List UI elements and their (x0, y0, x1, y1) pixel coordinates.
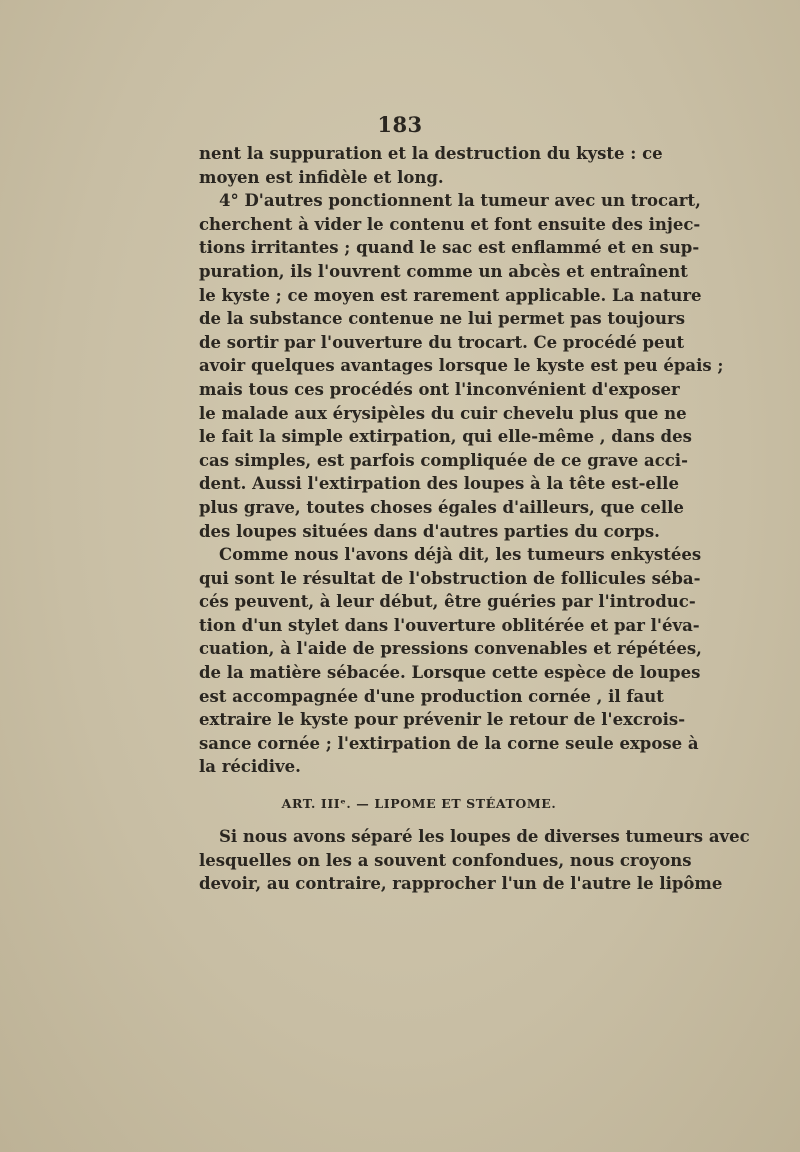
paragraph (199, 825, 750, 896)
text-line: extraire le kyste pour prévenir le retour de l'excrois- (199, 710, 686, 730)
text-line: le kyste ; ce moyen est rarement applicable. La nature (199, 285, 702, 305)
text-line: cés peuvent, à leur début, être guéries par l'introduc- (199, 592, 696, 612)
text-line: nent la suppuration et la destruction du kyste : ce (199, 144, 663, 163)
text-line: cuation, à l'aide de pressions convenables et répétées, (199, 639, 702, 659)
text-line: la récidive. (199, 757, 301, 777)
text-line: dent. Aussi l'extirpation des loupes à la tête est-elle (199, 474, 679, 494)
text-line: devoir, au contraire, rapprocher l'un de l'autre le lipôme (199, 874, 723, 894)
page-body (199, 142, 750, 896)
paragraph (199, 142, 663, 189)
text-line: de la matière sébacée. Lorsque cette espèce de loupes (199, 663, 701, 683)
text-line: le fait la simple extirpation, qui elle-même , dans des (199, 427, 692, 447)
text-line: tion d'un stylet dans l'ouverture oblitérée et par l'éva- (199, 615, 700, 635)
text-line: Si nous avons séparé les loupes de diverses tumeurs avec (219, 827, 750, 847)
text-line: sance cornée ; l'extirpation de la corne seule expose à (199, 733, 699, 753)
text-line: est accompagnée d'une production cornée , il faut (199, 686, 664, 706)
text-line: tions irritantes ; quand le sac est enflammé et en sup- (199, 238, 700, 258)
text-line: moyen est infidèle et long. (199, 167, 444, 187)
section-heading: ART. IIIᵉ. — LIPOME ET STÉATOME. (281, 796, 557, 812)
text-line: qui sont le résultat de l'obstruction de follicules séba- (199, 568, 701, 588)
text-line: cherchent à vider le contenu et font ensuite des injec- (199, 214, 701, 234)
text-line: des loupes situées dans d'autres parties du corps. (199, 521, 660, 541)
paragraph (199, 189, 724, 543)
text-line: Comme nous l'avons déjà dit, les tumeurs enkystées (219, 545, 702, 565)
text-line: le malade aux érysipèles du cuir chevelu plus que ne (199, 403, 687, 423)
text-line: avoir quelques avantages lorsque le kyste est peu épais ; (199, 356, 724, 376)
text-line: mais tous ces procédés ont l'inconvénient d'exposer (199, 379, 680, 399)
text-line: puration, ils l'ouvrent comme un abcès et entraînent (199, 261, 688, 281)
text-line: cas simples, est parfois compliquée de ce grave acci- (199, 450, 688, 470)
text-line: lesquelles on les a souvent confondues, nous croyons (199, 850, 692, 870)
text-line: plus grave, toutes choses égales d'ailleurs, que celle (199, 497, 684, 517)
page-number: 183 (377, 112, 423, 137)
text-line: 4° D'autres ponctionnent la tumeur avec un trocart, (219, 191, 701, 211)
paragraph (199, 543, 702, 779)
text-line: de sortir par l'ouverture du trocart. Ce procédé peut (199, 332, 685, 352)
text-line: de la substance contenue ne lui permet pas toujours (199, 309, 686, 329)
